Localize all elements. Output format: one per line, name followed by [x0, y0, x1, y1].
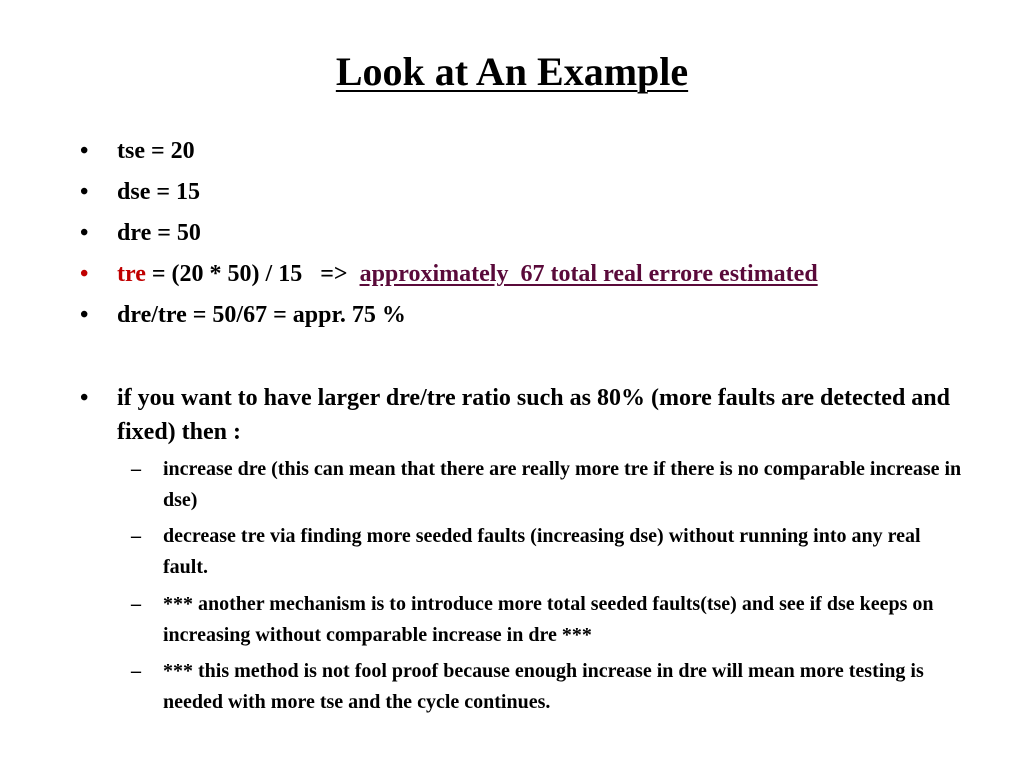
subbullet-text: increase dre (this can mean that there are really more tre if there is no comparable increase in dse)	[163, 458, 962, 511]
subbullet-text: decrease tre via finding more seeded faults (increasing dse) without running into any real fault.	[163, 525, 921, 578]
slide-title: Look at An Example	[335, 49, 689, 94]
tre-formula: = (20 * 50) / 15 =>	[145, 261, 360, 287]
bullet-text: dre/tre = 50/67 = appr. 75 %	[117, 302, 406, 328]
bullet-dot: •	[80, 261, 89, 287]
bullet-dot: •	[80, 179, 89, 205]
tre-variable: tre	[117, 261, 146, 287]
bullet-text: dre = 50	[117, 220, 201, 246]
bullet-text: dse = 15	[117, 179, 201, 205]
bullet-text: if you want to have larger dre/tre ratio such as 80% (more faults are detected and fixed) then :	[117, 385, 951, 445]
bullet-dot: •	[80, 220, 89, 246]
subbullet-dash: –	[131, 660, 141, 682]
bullet-dot: •	[80, 385, 89, 411]
subbullet-text: *** this method is not fool proof because enough increase in dre will mean more testing is needed with more tse and the cycle continues.	[163, 660, 924, 713]
bullet-dot: •	[80, 302, 89, 328]
subbullet-dash: –	[131, 525, 141, 547]
subbullet-text: *** another mechanism is to introduce more total seeded faults(tse) and see if dse keeps on increasing without comparable increase in dre ***	[163, 593, 934, 646]
estimate-link[interactable]: approximately 67 total real errore estimated	[359, 261, 818, 287]
bullet-dot: •	[80, 138, 89, 164]
bullet-text	[117, 257, 987, 291]
bullet-text: tse = 20	[117, 138, 195, 164]
subbullet-dash: –	[131, 593, 141, 615]
subbullet-dash: –	[131, 458, 141, 480]
